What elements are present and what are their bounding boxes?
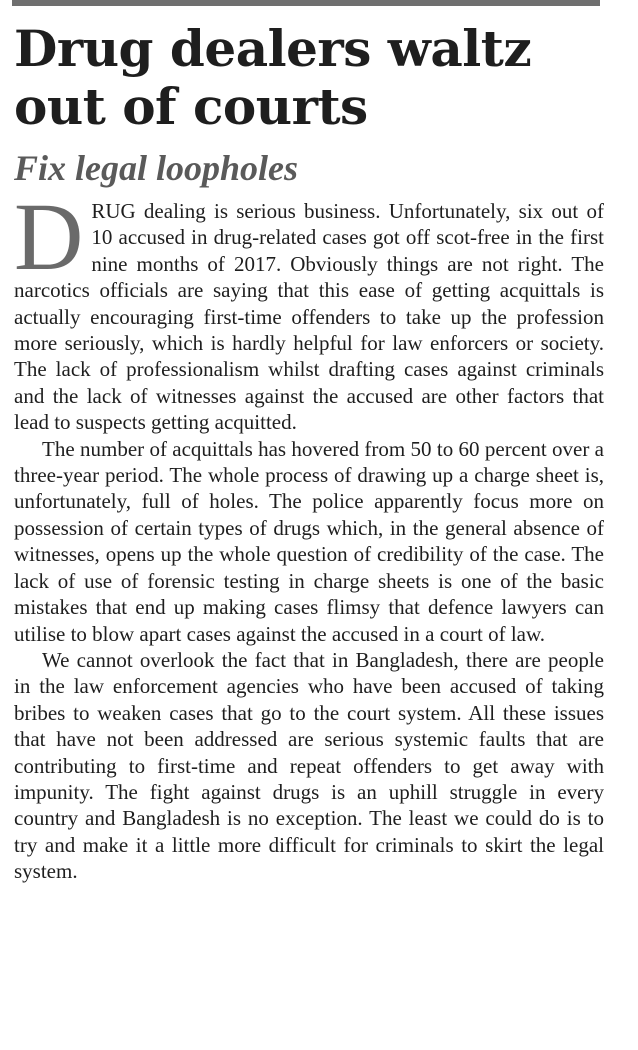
kicker-subheadline: Fix legal loopholes <box>14 148 299 188</box>
top-rule <box>12 0 600 6</box>
paragraph-3: We cannot overlook the fact that in Bangladesh, there are people in the law enforcement agencies who have been accused of taking bribes to weaken cases that go to the court system. All these issues that have not been addressed are serious systemic faults that are contributing to first-time and repeat offenders to get away with impunity. The fight against drugs is an uphill struggle in every country and Bangladesh is no exception. The least we could do is to try and make it a little more difficult for criminals to skirt the legal system. <box>14 647 604 884</box>
paragraph-2: The number of acquittals has hovered from 50 to 60 percent over a three-year period. The whole process of drawing up a charge sheet is, unfortunately, full of holes. The police apparently focus more on possession of certain types of drugs which, in the general absence of witnesses, opens up the whole question of credibility of the case. The lack of use of forensic testing in charge sheets is one of the basic mistakes that end up making cases flimsy that defence lawyers can utilise to blow apart cases against the accused in a court of law. <box>14 436 604 646</box>
headline-line-1: Drug dealers waltz <box>14 19 532 78</box>
paragraph-1 <box>14 183 604 436</box>
headline <box>14 20 614 136</box>
article-body <box>14 183 604 885</box>
drop-cap: D <box>14 183 84 290</box>
paragraph-1-text: RUG dealing is serious business. Unfortunately, six out of 10 accused in drug-related cases got off scot-free in the first nine months of 2017. Obviously things are not right. The narcotics officials are saying that this ease of getting acquittals is actually encouraging first-time offenders to take up the profession more seriously, which is hardly helpful for law enforcers or society. The lack of professionalism whilst drafting cases against criminals and the lack of witnesses against the accused are other factors that lead to suspects getting acquitted. <box>14 199 604 435</box>
headline-line-2: out of courts <box>14 77 368 136</box>
